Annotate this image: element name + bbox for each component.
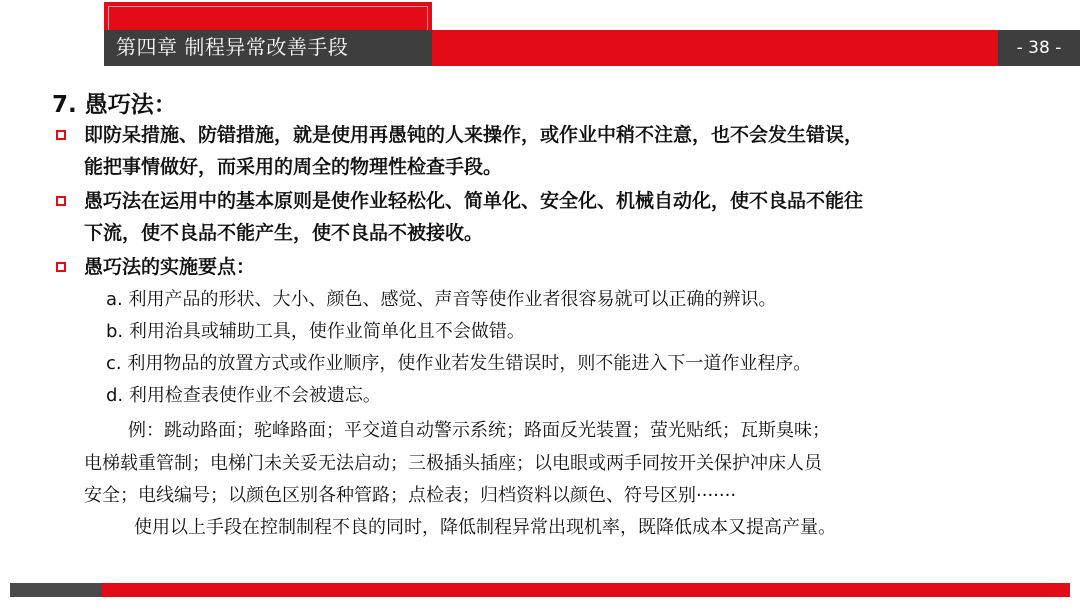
example-line2: 电梯载重管制；电梯门未关妥无法启动；三极插头插座；以电眼或两手同按开关保护冲床人员	[84, 453, 822, 474]
bullet2-line2: 下流，使不良品不能产生，使不良品不被接收。	[84, 222, 484, 244]
example-line1: 例：跳动路面；驼峰路面；平交道自动警示系统；路面反光装置；萤光贴纸；瓦斯臭味；	[128, 420, 830, 441]
bullet2-line1: 愚巧法在运用中的基本原则是使作业轻松化、简单化、安全化、机械自动化，使不良品不能往	[84, 190, 864, 212]
point-d: d. 利用检查表使作业不会被遗忘。	[106, 385, 381, 406]
bullet1-line1: 即防呆措施、防错措施，就是使用再愚钝的人来操作，或作业中稍不注意，也不会发生错误，	[84, 124, 864, 146]
example-line3: 安全；电线编号；以颜色区别各种管路；点检表；归档资料以颜色、符号区别·······	[84, 485, 737, 506]
point-b: b. 利用治具或辅助工具，使作业简单化且不会做错。	[106, 321, 525, 342]
section-heading: 7. 愚巧法：	[52, 92, 177, 118]
point-a: a. 利用产品的形状、大小、颜色、感觉、声音等使作业者很容易就可以正确的辨识。	[106, 289, 777, 310]
page-number: - 38 -	[1016, 38, 1062, 58]
bullet1-line2: 能把事情做好，而采用的周全的物理性检查手段。	[84, 156, 503, 178]
conclusion: 使用以上手段在控制制程不良的同时，降低制程异常出现机率，既降低成本又提高产量。	[134, 517, 836, 538]
chapter-title: 第四章 制程异常改善手段	[116, 35, 349, 59]
footer-red-bar	[102, 583, 1070, 597]
footer-gray-bar	[10, 583, 102, 597]
bullet3-line1: 愚巧法的实施要点：	[84, 256, 256, 278]
point-c: c. 利用物品的放置方式或作业顺序，使作业若发生错误时，则不能进入下一道作业程序。	[106, 353, 812, 374]
bullet-square-icon	[56, 130, 66, 140]
bullet-square-icon	[56, 262, 66, 272]
bullet-square-icon	[56, 196, 66, 206]
